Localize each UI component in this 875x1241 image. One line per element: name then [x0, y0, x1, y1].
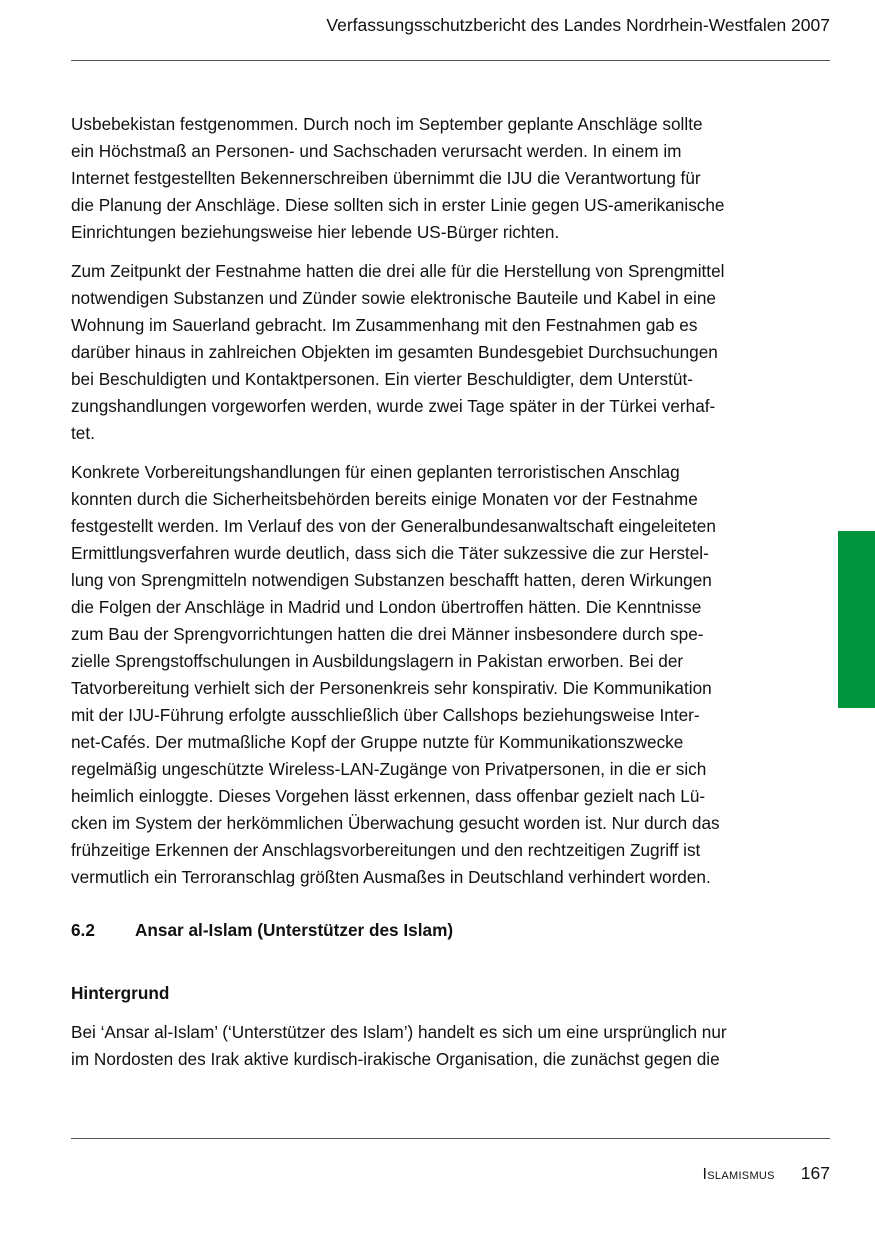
page-footer	[703, 1163, 830, 1184]
page-body	[71, 111, 811, 1085]
body-paragraph-2: Zum Zeitpunkt der Festnahme hatten die drei alle für die Herstellung von Sprengmittel notwendigen Substanzen und Zünder sowie elektronische Bauteile und Kabel in eine Wohnung im Sauerland gebracht. Im Zusammenhang mit den Festnahmen gab es darüber hinaus in zahlreichen Objekten im gesamten Bundesgebiet Durchsuchungen bei Beschuldigten und Kontaktpersonen. Ein vierter Beschuldigter, dem Unterstüt- zungshandlungen vorgeworfen werden, wurde zwei Tage später in der Türkei verhaf- tet.	[71, 261, 725, 443]
section-number: 6.2	[71, 920, 95, 940]
subheading: Hintergrund	[71, 983, 170, 1003]
body-paragraph-1: Usbebekistan festgenommen. Durch noch im September geplante Anschläge sollte ein Höchstmaß an Personen- und Sachschaden verursacht werden. In einem im Internet festgestellten Bekennerschreiben übernimmt die IJU die Verantwortung für die Planung der Anschläge. Diese sollten sich in erster Linie gegen US-amerikanische Einrichtungen beziehungsweise hier lebende US-Bürger richten.	[71, 114, 725, 242]
running-header: Verfassungsschutzbericht des Landes Nordrhein-Westfalen 2007	[326, 15, 830, 35]
section-title: Ansar al-Islam (Unterstützer des Islam)	[135, 920, 454, 940]
section-heading	[71, 917, 811, 944]
body-paragraph-4: Bei ‘Ansar al-Islam’ (‘Unterstützer des Islam’) handelt es sich um eine ursprünglich nur im Nordosten des Irak aktive kurdisch-irakische Organisation, die zunächst gegen die	[71, 1022, 727, 1069]
body-paragraph-3: Konkrete Vorbereitungshandlungen für einen geplanten terroristischen Anschlag konnten durch die Sicherheitsbehörden bereits einige Monaten vor der Festnahme festgestellt werden. Im Verlauf des von der Generalbundesanwaltschaft eingeleiteten Ermittlungsverfahren wurde deutlich, dass sich die Täter sukzessive die zur Herstel- lung von Sprengmitteln notwendigen Substanzen beschafft hatten, deren Wirkungen die Folgen der Anschläge in Madrid und London übertroffen hätten. Die Kenntnisse zum Bau der Sprengvorrichtungen hatten die drei Männer insbesondere durch spe- zielle Sprengstoffschulungen in Ausbildungslagern in Pakistan erworben. Bei der Tatvorbereitung verhielt sich der Personenkreis sehr konspirativ. Die Kommunikation mit der IJU-Führung erfolgte ausschließlich über Callshops beziehungsweise Inter- net-Cafés. Der mutmaßliche Kopf der Gruppe nutzte für Kommunikationszwecke regelmäßig ungeschützte Wireless-LAN-Zugänge von Privatpersonen, in die er sich heimlich einloggte. Dieses Vorgehen lässt erkennen, dass offenbar gezielt nach Lü- cken im System der herkömmlichen Überwachung gesucht worden ist. Nur durch das frühzeitige Erkennen der Anschlagsvorbereitungen und den rechtzeitigen Zugriff ist vermutlich ein Terroranschlag größten Ausmaßes in Deutschland verhindert worden.	[71, 462, 720, 887]
page-number: 167	[800, 1163, 830, 1183]
footer-section-label: Islamismus	[702, 1166, 775, 1183]
header-divider	[71, 60, 830, 61]
chapter-tab-marker	[838, 531, 875, 708]
footer-divider	[71, 1138, 830, 1139]
